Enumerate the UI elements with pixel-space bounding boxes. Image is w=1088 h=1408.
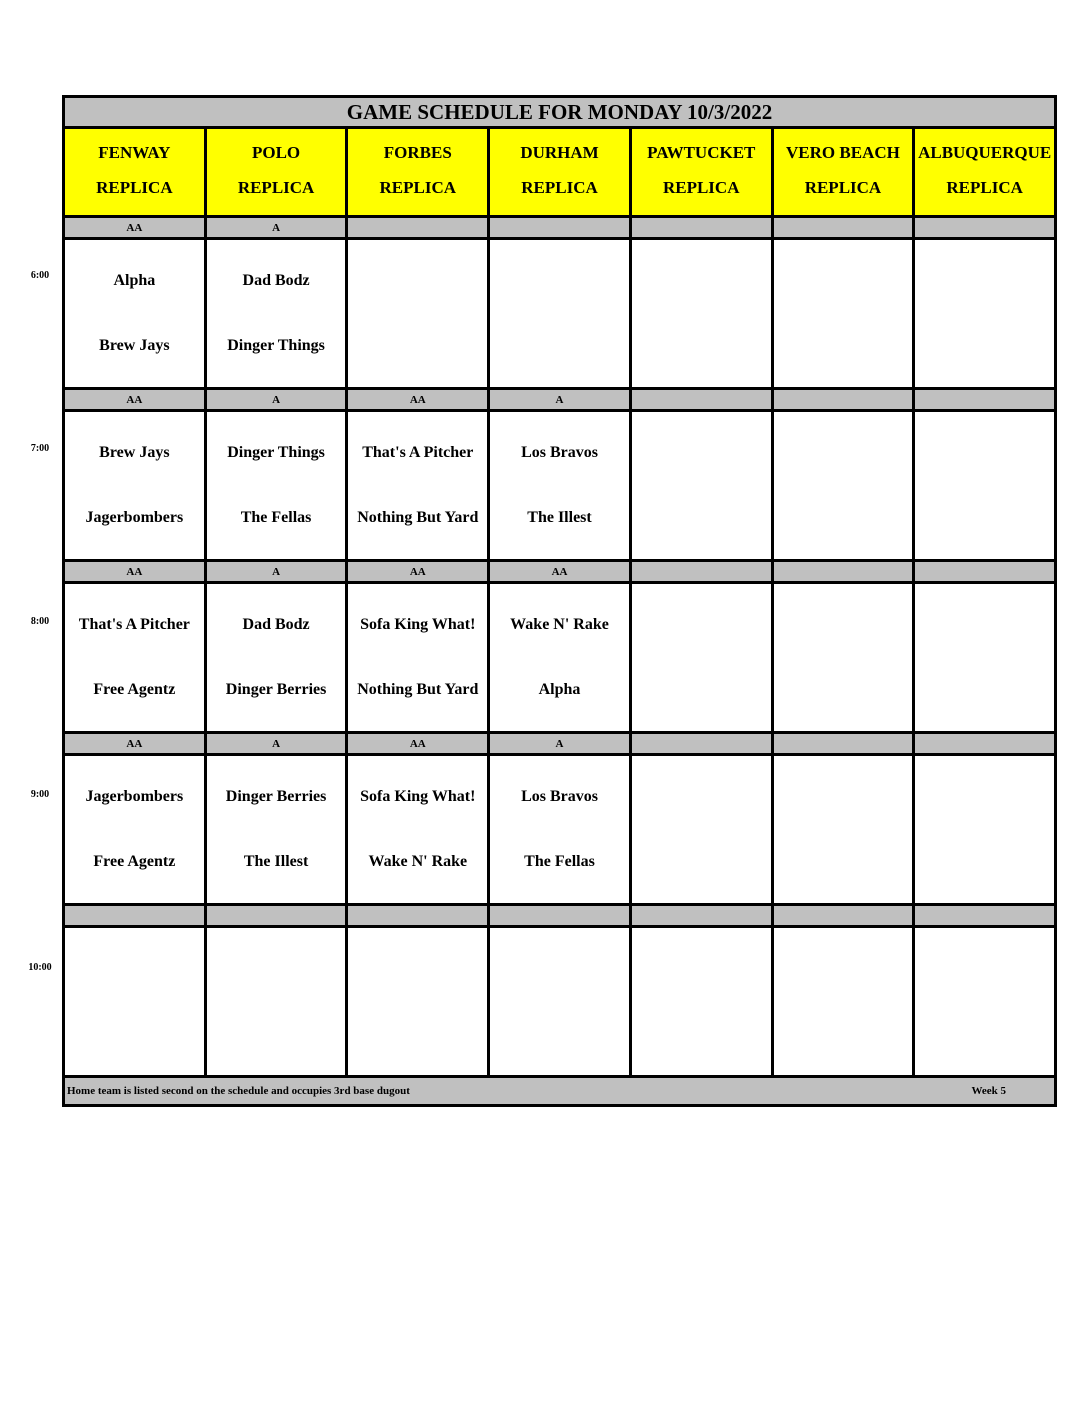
field-name: FORBES <box>383 142 452 162</box>
game-row <box>65 584 1054 734</box>
game-cell <box>632 240 774 387</box>
away-team: Brew Jays <box>99 443 170 461</box>
game-cell <box>632 412 774 559</box>
game-cell <box>915 412 1054 559</box>
division-label <box>774 390 916 409</box>
game-cell <box>915 240 1054 387</box>
away-team: That's A Pitcher <box>362 443 474 461</box>
game-cell <box>774 756 916 903</box>
home-team: Free Agentz <box>93 853 176 871</box>
division-label <box>915 390 1054 409</box>
field-name: DURHAM <box>520 142 599 162</box>
home-team: Free Agentz <box>93 681 176 699</box>
away-team: Los Bravos <box>521 787 598 805</box>
game-cell <box>490 412 632 559</box>
game-cell <box>207 756 349 903</box>
game-cell <box>65 412 207 559</box>
game-cell <box>632 756 774 903</box>
game-cell <box>774 584 916 731</box>
away-team: Wake N' Rake <box>510 615 609 633</box>
away-team: Dinger Berries <box>225 787 327 805</box>
division-label <box>632 906 774 925</box>
field-subtitle: REPLICA <box>96 177 173 197</box>
game-cell <box>348 756 490 903</box>
game-cell <box>490 240 632 387</box>
division-label <box>915 906 1054 925</box>
home-team: Brew Jays <box>99 337 170 355</box>
division-label <box>490 218 632 237</box>
field-subtitle: REPLICA <box>946 177 1023 197</box>
time-label: 6:00 <box>30 270 50 281</box>
division-label <box>632 734 774 753</box>
division-label <box>632 218 774 237</box>
home-team: The Fellas <box>240 509 312 527</box>
division-label <box>632 390 774 409</box>
division-row <box>65 562 1054 584</box>
away-team: Los Bravos <box>521 443 598 461</box>
home-team: The Illest <box>527 509 592 527</box>
division-label <box>915 562 1054 581</box>
game-cell <box>774 928 916 1075</box>
game-cell <box>65 928 207 1075</box>
game-cell <box>774 240 916 387</box>
game-cell <box>207 240 349 387</box>
game-cell <box>915 584 1054 731</box>
game-cell <box>632 928 774 1075</box>
division-label <box>915 218 1054 237</box>
field-subtitle: REPLICA <box>379 177 457 197</box>
game-cell <box>490 756 632 903</box>
home-team: Wake N' Rake <box>368 853 468 871</box>
game-cell <box>207 928 349 1075</box>
game-row <box>65 240 1054 390</box>
game-cell <box>348 412 490 559</box>
home-team: Jagerbombers <box>85 509 184 527</box>
game-cell <box>490 584 632 731</box>
division-label: AA <box>65 390 207 409</box>
game-cell <box>65 240 207 387</box>
time-label: 7:00 <box>30 443 50 454</box>
field-subtitle: REPLICA <box>237 177 315 197</box>
game-cell <box>207 412 349 559</box>
time-label: 8:00 <box>30 616 50 627</box>
game-cell <box>65 756 207 903</box>
division-label: A <box>207 390 349 409</box>
division-label: AA <box>348 562 490 581</box>
footer-bar <box>65 1078 1054 1104</box>
game-cell <box>348 584 490 731</box>
division-row <box>65 906 1054 928</box>
division-label <box>774 906 916 925</box>
home-team: Nothing But Yard <box>357 681 479 699</box>
away-team: Jagerbombers <box>85 787 184 805</box>
home-team: The Fellas <box>524 853 595 871</box>
field-name: PAWTUCKET <box>647 142 756 162</box>
division-row <box>65 734 1054 756</box>
division-label <box>632 562 774 581</box>
time-label: 10:00 <box>28 962 52 973</box>
game-cell <box>207 584 349 731</box>
division-label: A <box>207 562 349 581</box>
division-label <box>348 218 490 237</box>
away-team: Dad Bodz <box>242 615 310 633</box>
away-team: Alpha <box>113 271 156 289</box>
schedule-table <box>62 95 1057 1107</box>
game-row <box>65 756 1054 906</box>
game-cell <box>348 240 490 387</box>
game-cell <box>632 584 774 731</box>
field-name: VERO BEACH <box>786 142 900 162</box>
field-header <box>65 129 207 215</box>
division-label <box>348 906 490 925</box>
game-row <box>65 412 1054 562</box>
footer-note: Home team is listed second on the schedule and occupies 3rd base dugout <box>67 1085 410 1097</box>
away-team: Dinger Things <box>227 443 325 461</box>
division-row <box>65 218 1054 240</box>
time-label: 9:00 <box>30 789 50 800</box>
home-team: Dinger Things <box>227 337 325 355</box>
away-team: Sofa King What! <box>360 787 476 805</box>
game-row <box>65 928 1054 1078</box>
week-label: Week 5 <box>971 1085 1006 1097</box>
division-label: AA <box>348 390 490 409</box>
division-label: AA <box>65 562 207 581</box>
division-label <box>65 906 207 925</box>
division-label: A <box>490 390 632 409</box>
game-cell <box>915 756 1054 903</box>
away-team: Sofa King What! <box>360 615 476 633</box>
division-label: AA <box>65 218 207 237</box>
field-name: ALBUQUERQUE <box>918 142 1052 162</box>
division-label: A <box>207 734 349 753</box>
time-slots <box>65 218 1054 1078</box>
field-header <box>207 129 349 215</box>
field-subtitle: REPLICA <box>521 177 598 197</box>
division-label: A <box>490 734 632 753</box>
division-row <box>65 390 1054 412</box>
division-label <box>774 218 916 237</box>
schedule-title: GAME SCHEDULE FOR MONDAY 10/3/2022 <box>65 98 1054 129</box>
home-team: The Illest <box>243 853 309 871</box>
division-label: A <box>207 218 349 237</box>
game-cell <box>915 928 1054 1075</box>
game-cell <box>774 412 916 559</box>
division-label: AA <box>490 562 632 581</box>
field-header <box>632 129 774 215</box>
division-label <box>774 562 916 581</box>
division-label <box>490 906 632 925</box>
away-team: That's A Pitcher <box>78 615 190 633</box>
away-team: Dad Bodz <box>242 271 310 289</box>
field-header <box>490 129 632 215</box>
field-header <box>774 129 916 215</box>
home-team: Nothing But Yard <box>357 509 479 527</box>
field-subtitle: REPLICA <box>804 177 882 197</box>
division-label: AA <box>65 734 207 753</box>
field-header <box>915 129 1054 215</box>
game-cell <box>65 584 207 731</box>
home-team: Alpha <box>538 681 581 699</box>
field-name: POLO <box>251 142 301 162</box>
game-cell <box>348 928 490 1075</box>
division-label <box>915 734 1054 753</box>
home-team: Dinger Berries <box>225 681 327 699</box>
field-name: FENWAY <box>98 142 171 162</box>
field-header-row <box>65 129 1054 218</box>
field-header <box>348 129 490 215</box>
division-label <box>774 734 916 753</box>
division-label: AA <box>348 734 490 753</box>
division-label <box>207 906 349 925</box>
game-cell <box>490 928 632 1075</box>
field-subtitle: REPLICA <box>662 177 740 197</box>
